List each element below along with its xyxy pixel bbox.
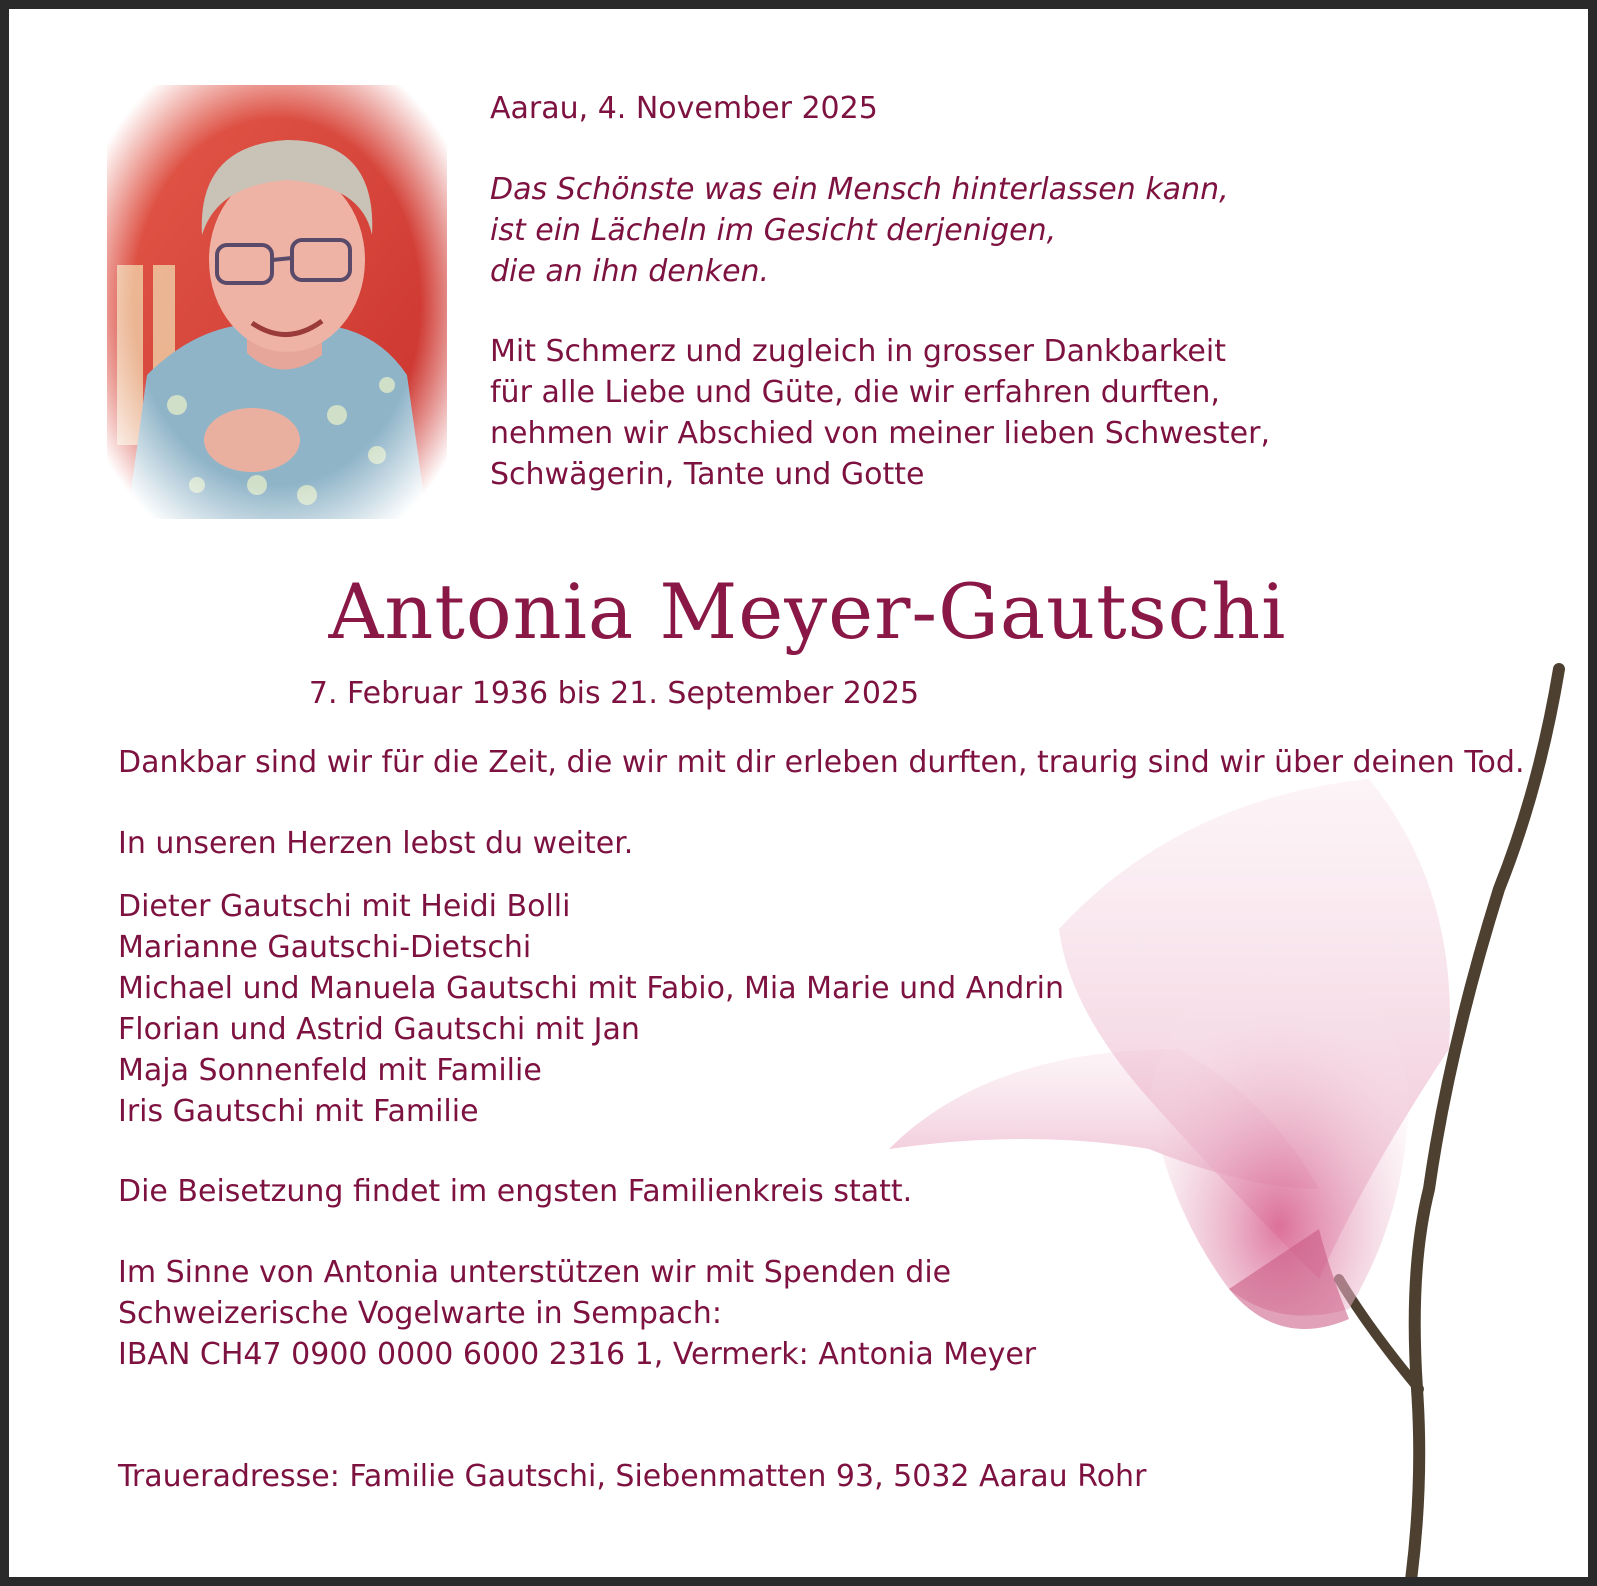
quote-line: ist ein Lächeln im Gesicht derjenigen, xyxy=(490,213,1057,248)
donation-line: IBAN CH47 0900 0000 6000 2316 1, Vermerk: Antonia Meyer xyxy=(118,1337,1037,1372)
intro-line: nehmen wir Abschied von meiner lieben Schwester, xyxy=(490,416,1270,451)
mourning-address: Traueradresse: Familie Gautschi, Siebenmatten 93, 5032 Aarau Rohr xyxy=(118,1459,1147,1494)
quote-line: Das Schönste was ein Mensch hinterlassen kann, xyxy=(490,172,1229,207)
mourner-item: Michael und Manuela Gautschi mit Fabio, Mia Marie und Andrin xyxy=(118,971,1064,1006)
mourner-item: Maja Sonnenfeld mit Familie xyxy=(118,1053,542,1088)
place-date: Aarau, 4. November 2025 xyxy=(490,91,878,126)
mourner-item: Dieter Gautschi mit Heidi Bolli xyxy=(118,889,571,924)
intro-line: Mit Schmerz und zugleich in grosser Dankbarkeit xyxy=(490,334,1226,369)
mourner-item: Marianne Gautschi-Dietschi xyxy=(118,930,532,965)
deceased-name: Antonia Meyer-Gautschi xyxy=(328,567,1287,656)
mourner-item: Iris Gautschi mit Familie xyxy=(118,1094,479,1129)
heart-line: In unseren Herzen lebst du weiter. xyxy=(118,826,634,861)
life-dates: 7. Februar 1936 bis 21. September 2025 xyxy=(308,676,920,711)
burial-note: Die Beisetzung findet im engsten Familienkreis statt. xyxy=(118,1174,913,1209)
intro-line: Schwägerin, Tante und Gotte xyxy=(490,457,925,492)
donation-line: Im Sinne von Antonia unterstützen wir mit Spenden die xyxy=(118,1255,952,1290)
gratitude-line: Dankbar sind wir für die Zeit, die wir mit dir erleben durften, traurig sind wir über deinen Tod. xyxy=(118,745,1525,780)
donation-line: Schweizerische Vogelwarte in Sempach: xyxy=(118,1296,722,1331)
quote-line: die an ihn denken. xyxy=(490,254,770,289)
intro-line: für alle Liebe und Güte, die wir erfahren durften, xyxy=(490,375,1220,410)
portrait-photo xyxy=(107,85,447,519)
mourner-item: Florian und Astrid Gautschi mit Jan xyxy=(118,1012,640,1047)
